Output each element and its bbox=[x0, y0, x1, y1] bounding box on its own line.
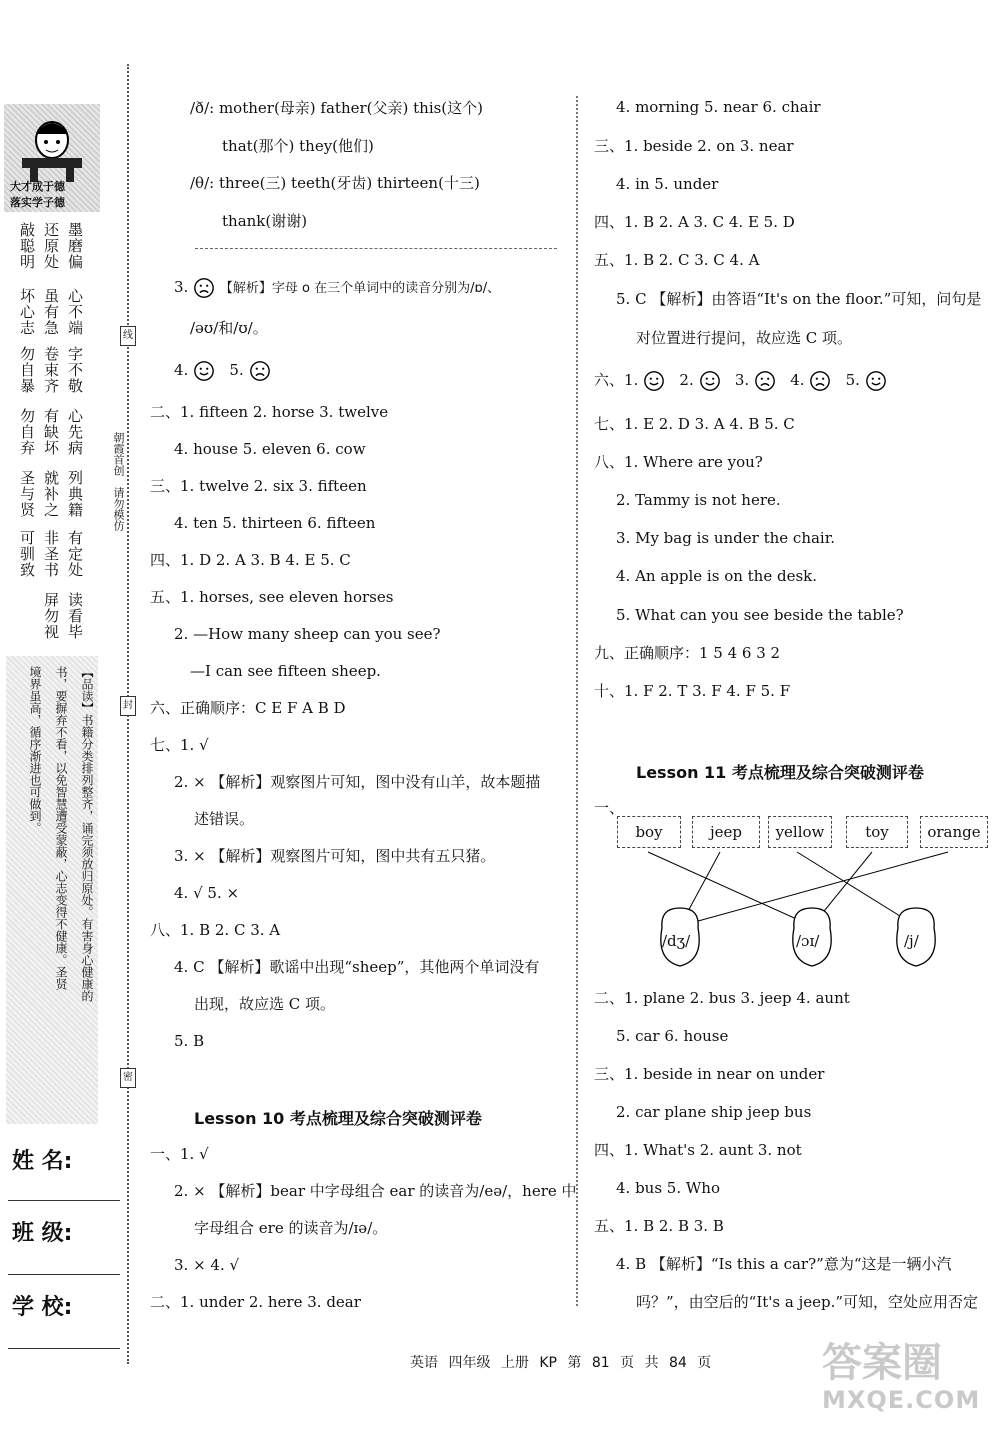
question-number: 3. bbox=[734, 371, 750, 389]
sad-face-icon bbox=[193, 277, 215, 299]
verse-column: 就补之 bbox=[42, 470, 60, 518]
answer-line: 2. car plane ship jeep bus bbox=[616, 1103, 812, 1121]
answer-line: 二、1. under 2. here 3. dear bbox=[150, 1293, 361, 1311]
answer-line: 2. —How many sheep can you see? bbox=[174, 625, 441, 643]
verse-column: 列典籍 bbox=[66, 470, 84, 518]
answer-line: 3. My bag is under the chair. bbox=[616, 529, 836, 547]
happy-face-icon bbox=[699, 370, 721, 392]
answer-line: 4. in 5. under bbox=[616, 175, 719, 193]
verse-column: 可驯致 bbox=[18, 530, 36, 578]
word-text: jeep bbox=[709, 823, 742, 841]
answer-line: 4. B 【解析】“Is this a car?”意为“这是一辆小汽 bbox=[616, 1255, 952, 1273]
verse-column: 坏心志 bbox=[18, 288, 36, 336]
motto-line-1: 大才成于德 bbox=[10, 180, 65, 193]
phonics-line: that(那个) they(他们) bbox=[222, 137, 374, 155]
word-text: toy bbox=[865, 823, 889, 841]
note-line: 书，要摒弃不看，以免智慧遭受蒙蔽，心志变得不健康。圣贤 bbox=[54, 666, 68, 990]
answer-line: 对位置进行提问，故应选 C 项。 bbox=[636, 329, 853, 347]
class-label: 班 级: bbox=[12, 1221, 73, 1246]
lesson-11-heading: Lesson 11 考点梳理及综合突破测评卷 bbox=[636, 763, 924, 782]
answer-line: 2. × 【解析】bear 中字母组合 ear 的读音为/eə/，here 中 bbox=[174, 1182, 577, 1200]
verse-column: 圣与贤 bbox=[18, 470, 36, 518]
verse-column: 有缺坏 bbox=[42, 408, 60, 456]
answer-line: 九、正确顺序：1 5 4 6 3 2 bbox=[594, 644, 781, 662]
answer-line: 七、1. √ bbox=[150, 736, 209, 754]
verse-column: 字不敬 bbox=[66, 346, 84, 394]
answer-line: 述错误。 bbox=[194, 810, 255, 828]
answer-line: 3. × 4. √ bbox=[174, 1256, 240, 1274]
answer-line: 四、1. What's 2. aunt 3. not bbox=[594, 1141, 802, 1159]
verse-column: 有定处 bbox=[66, 530, 84, 578]
answer-line: 三、1. twelve 2. six 3. fifteen bbox=[150, 477, 367, 495]
answer-line: 二、1. plane 2. bus 3. jeep 4. aunt bbox=[594, 989, 850, 1007]
verse-column: 屏勿视 bbox=[42, 592, 60, 640]
verse-column: 非圣书 bbox=[42, 530, 60, 578]
happy-face-icon bbox=[193, 360, 215, 382]
school-label: 学 校: bbox=[12, 1295, 73, 1320]
verse-column: 勿自弃 bbox=[18, 408, 36, 456]
answer-line: 八、1. Where are you? bbox=[594, 453, 763, 471]
answer-line: 一、1. √ bbox=[150, 1145, 209, 1163]
answer-line bbox=[174, 360, 271, 382]
answer-line: 四、1. D 2. A 3. B 4. E 5. C bbox=[150, 551, 351, 569]
dashed-separator bbox=[195, 248, 557, 249]
name-line[interactable] bbox=[8, 1200, 120, 1201]
happy-face-icon bbox=[643, 370, 665, 392]
cut-mark-secret: 密 bbox=[120, 1068, 136, 1088]
sound-label: /j/ bbox=[904, 932, 919, 950]
verse-column: 虽有急 bbox=[42, 288, 60, 336]
note-line: 【品读】书籍分类排列整齐，诵完须放归原处。有害身心健康的 bbox=[80, 666, 94, 1002]
motto-line-2: 落实学子德 bbox=[10, 196, 65, 209]
scholar-icon bbox=[4, 104, 100, 184]
answer-line: 七、1. E 2. D 3. A 4. B 5. C bbox=[594, 415, 795, 433]
answer-line: /əʊ/和/ʊ/。 bbox=[190, 319, 268, 337]
question-number: 2. bbox=[679, 371, 694, 389]
answer-line: 5. B bbox=[174, 1032, 205, 1050]
answer-line: 十、1. F 2. T 3. F 4. F 5. F bbox=[594, 682, 791, 700]
answer-line: 5. C 【解析】由答语“It's on the floor.”可知，问句是 bbox=[616, 290, 982, 308]
phonics-line: thank(谢谢) bbox=[222, 212, 308, 230]
section-label: 一、 bbox=[594, 799, 625, 817]
copyright-note: 朝霞首创 请勿模仿 bbox=[112, 432, 125, 531]
answer-line: 吗？”，由空后的“It's a jeep.”可知，空处应用否定 bbox=[636, 1293, 979, 1311]
word-text: boy bbox=[635, 823, 663, 841]
watermark-logo bbox=[822, 1340, 982, 1424]
answer-line: 2. Tammy is not here. bbox=[616, 491, 781, 509]
column-divider bbox=[576, 96, 578, 1306]
happy-face-icon bbox=[865, 370, 887, 392]
answer-line: 八、1. B 2. C 3. A bbox=[150, 921, 281, 939]
note-line: 境界虽高，循序渐进也可做到。 bbox=[28, 666, 42, 834]
sound-label: /ɔɪ/ bbox=[796, 932, 820, 950]
answer-line: 六、正确顺序：C E F A B D bbox=[150, 699, 346, 717]
verse-column: 墨磨偏 bbox=[66, 222, 84, 270]
watermark-text: 答案圈 bbox=[822, 1340, 942, 1386]
school-line[interactable] bbox=[8, 1348, 120, 1349]
sad-face-icon bbox=[754, 370, 776, 392]
answer-line: 字母组合 ere 的读音为/ɪə/。 bbox=[194, 1219, 388, 1237]
cut-mark-seal: 封 bbox=[120, 696, 136, 716]
answer-line: 2. × 【解析】观察图片可知，图中没有山羊，故本题描 bbox=[174, 773, 541, 791]
verse-column: 卷束齐 bbox=[42, 346, 60, 394]
watermark-url: MXQE.COM bbox=[822, 1386, 981, 1414]
answer-line bbox=[594, 370, 887, 392]
verse-column: 勿自暴 bbox=[18, 346, 36, 394]
answer-line: 4. morning 5. near 6. chair bbox=[616, 98, 821, 116]
answer-line: 五、1. B 2. B 3. B bbox=[594, 1217, 724, 1235]
word-card bbox=[768, 816, 832, 848]
sound-label: /dʒ/ bbox=[662, 932, 691, 950]
answer-line: 三、1. beside 2. on 3. near bbox=[594, 137, 794, 155]
answer-line: 五、1. B 2. C 3. C 4. A bbox=[594, 251, 760, 269]
answer-line: 四、1. B 2. A 3. C 4. E 5. D bbox=[594, 213, 795, 231]
verse-column: 心不端 bbox=[66, 288, 84, 336]
phonics-line: /θ/: three(三) teeth(牙齿) thirteen(十三) bbox=[190, 174, 480, 192]
answer-line: 5. What can you see beside the table? bbox=[616, 606, 904, 624]
page-footer: 英语 四年级 上册 KP 第 81 页 共 84 页 bbox=[410, 1355, 712, 1371]
answer-line: 5. car 6. house bbox=[616, 1027, 729, 1045]
phonics-line: /ð/: mother(母亲) father(父亲) this(这个) bbox=[190, 99, 484, 117]
answer-line: 4. ten 5. thirteen 6. fifteen bbox=[174, 514, 376, 532]
sad-face-icon bbox=[249, 360, 271, 382]
answer-line: 3. × 【解析】观察图片可知，图中共有五只猪。 bbox=[174, 847, 496, 865]
mascot-illustration bbox=[4, 104, 100, 212]
word-card bbox=[846, 816, 908, 848]
lesson-10-heading: Lesson 10 考点梳理及综合突破测评卷 bbox=[194, 1109, 482, 1128]
verse-column: 还原处 bbox=[42, 222, 60, 270]
answer-line: 五、1. horses, see eleven horses bbox=[150, 588, 394, 606]
word-text: yellow bbox=[775, 823, 825, 841]
word-card bbox=[617, 816, 681, 848]
answer-line: 4. bus 5. Who bbox=[616, 1179, 720, 1197]
analysis-text: 【解析】字母 o 在三个单词中的读音分别为/ɒ/、 bbox=[219, 281, 501, 296]
answer-line bbox=[174, 277, 500, 299]
word-card bbox=[920, 816, 988, 848]
answer-line: 4. house 5. eleven 6. cow bbox=[174, 440, 366, 458]
name-label: 姓 名: bbox=[12, 1149, 73, 1174]
question-number: 5. bbox=[229, 361, 244, 379]
question-number: 4. bbox=[790, 371, 805, 389]
word-text: orange bbox=[927, 823, 981, 841]
answer-line: 4. √ 5. × bbox=[174, 884, 240, 902]
answer-line: —I can see fifteen sheep. bbox=[190, 662, 381, 680]
reading-note bbox=[6, 656, 98, 1124]
answer-line: 三、1. beside in near on under bbox=[594, 1065, 825, 1083]
verse-column: 读看毕 bbox=[66, 592, 84, 640]
class-line[interactable] bbox=[8, 1274, 120, 1275]
cut-mark-line: 线 bbox=[120, 326, 136, 346]
answer-line: 出现，故应选 C 项。 bbox=[194, 995, 336, 1013]
word-card bbox=[692, 816, 760, 848]
question-number: 六、1. bbox=[594, 371, 639, 389]
answer-line: 4. An apple is on the desk. bbox=[616, 567, 818, 585]
question-number: 4. bbox=[174, 361, 189, 379]
sad-face-icon bbox=[809, 370, 831, 392]
question-number: 5. bbox=[845, 371, 860, 389]
answer-line: 二、1. fifteen 2. horse 3. twelve bbox=[150, 403, 389, 421]
question-number: 3. bbox=[174, 278, 189, 296]
answer-line: 4. C 【解析】歌谣中出现“sheep”，其他两个单词没有 bbox=[174, 958, 540, 976]
verse-column: 心先病 bbox=[66, 408, 84, 456]
verse-column: 敲聪明 bbox=[18, 222, 36, 270]
